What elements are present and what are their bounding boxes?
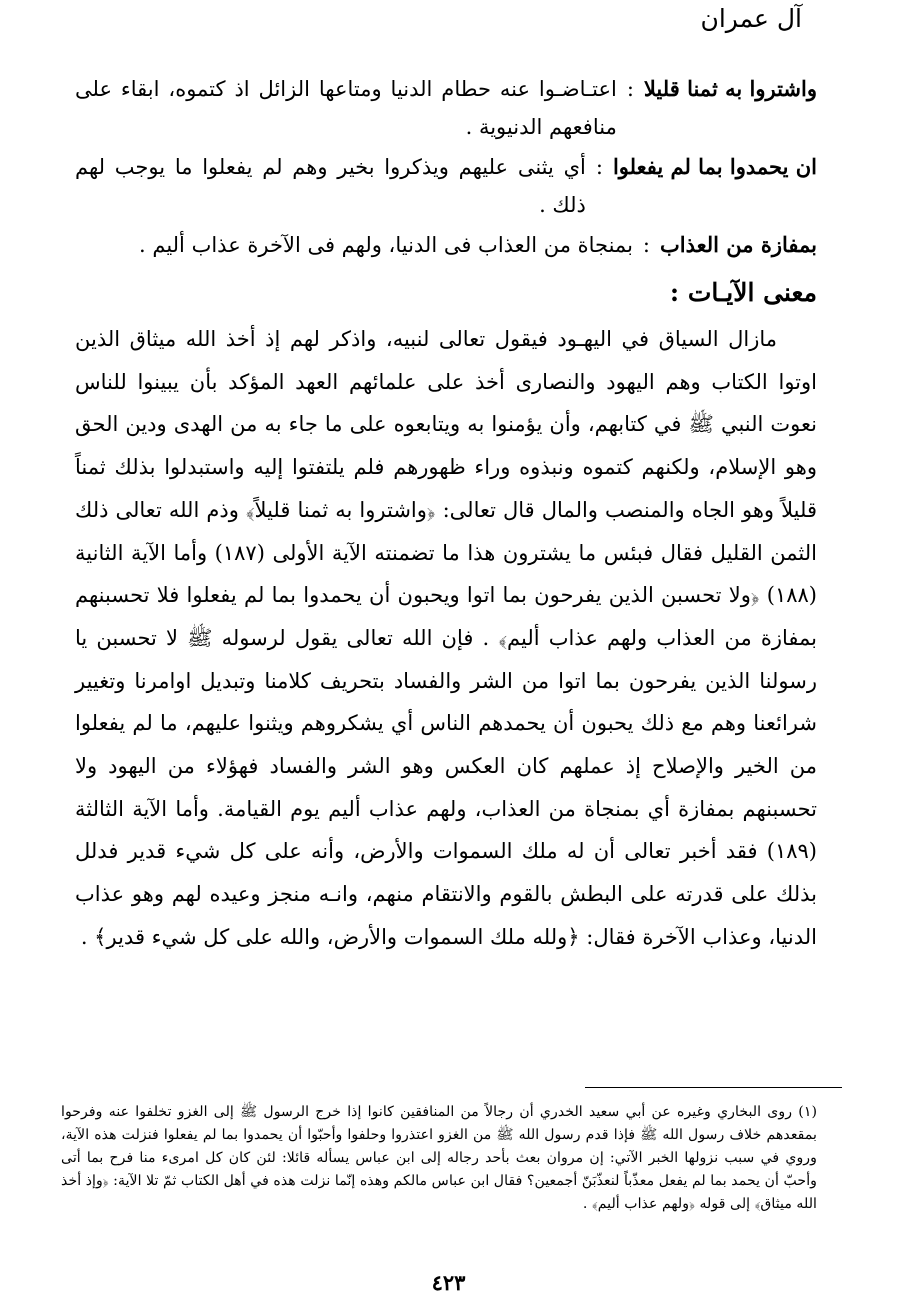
vocabulary-colon: : [626,77,634,101]
vocabulary-term: واشتروا به ثمنا قليلا [643,76,817,101]
running-head: آل عمران [700,4,802,33]
vocabulary-entry [75,70,817,146]
vocabulary-entry [75,148,817,224]
vocabulary-definition: بمنجاة من العذاب فى الدنيا، ولهم فى الآخرة عذاب أليم . [139,233,633,257]
vocabulary-colon: : [642,233,650,257]
vocabulary-term: بمفازة من العذاب [660,232,817,257]
vocabulary-definition: أي يثنى عليهم ويذكروا بخير وهم لم يفعلوا ما يوجب لهم ذلك . [75,155,586,217]
commentary-paragraph: مازال السياق في اليهـود فيقول تعالى لنبيه، واذكر لهم إذ أخذ الله ميثاق الذين اوتوا الكتاب وهم اليهود والنصارى أخذ على علمائهم العهد المؤكد بأن يبينوا للناس نعوت النبي ﷺ في كتابهم، وأن يؤمنوا به ويتابعوه على ما جاء به من الهدى ودين الحق وهو الإسلام، ولكنهم كتموه ونبذوه وراء ظهورهم فلم يلتفتوا إليه واستبدلوا بذلك ثمناً قليلاً وهو الجاه والمنصب والمال قال تعالى: ﴿واشتروا به ثمنا قليلاً﴾ وذم الله تعالى ذلك الثمن القليل فقال فبئس ما يشترون هذا ما تضمنته الآية الأولى (١٨٧) وأما الآية الثانية (١٨٨) ﴿ولا تحسبن الذين يفرحون بما اتوا ويحبون أن يحمدوا بما لم يفعلوا فلا تحسبنهم بمفازة من العذاب ولهم عذاب أليم﴾ . فإن الله تعالى يقول لرسوله ﷺ لا تحسبن يا رسولنا الذين يفرحون بما اتوا من الشر والفساد بتحريف كلامنا وتبديل اوامرنا وتغيير شرائعنا وهم مع ذلك يحبون أن يحمدهم الناس أي يشكروهم ويثنوا عليهم، ما لم يفعلوا من الخير والإصلاح إذ عملهم كان العكس وهو الشر والفساد فهؤلاء من اليهود ولا تحسبنهم بمفازة أي بمنجاة من العذاب، ولهم عذاب أليم يوم القيامة. وأما الآية الثالثة (١٨٩) فقد أخبر تعالى أن له ملك السموات والأرض، وأنه على كل شيء قدير فدلل بذلك على قدرته على البطش بالقوم والانتقام منهم، وانـه منجز وعيده لهم وهو عذاب الدنيا، وعذاب الآخرة فقال: ﴿ولله ملك السموات والأرض، والله على كل شيء قدير﴾ . [75,327,817,949]
page-number: ٤٢٣ [431,1270,466,1295]
vocabulary-entry [75,226,817,264]
footnote: (١) روى البخاري وغيره عن أبي سعيد الخدري أن رجالاً من المنافقين كانوا إذا خرج الرسول ﷺ إلى الغزو تخلفوا عنه وفرحوا بمقعدهم خلاف رسول الله ﷺ فإذا قدم رسول الله ﷺ من الغزو اعتذروا وحلفوا وأحبّوا أن يحمدوا بما لم يفعلوا فنزلت هذه الآية، وروي في سبب نزولها الخبر الآتي: إن مروان بعث بأحد رجاله إلى ابن عباس يسأله قائلا: لئن كان كل امرىء منا فرح بما أتى وأحبّ أن يحمد بما لم يفعل معذّباً لنعذّبَنّ أجمعين؟ فقال ابن عباس مالكم وهذه إنّما نزلت هذه في أهل الكتاب ثمّ تلا الآية: ﴿وإذ أخذ الله ميثاق﴾ إلى قوله ﴿ولهم عذاب أليم﴾ . [61,1104,817,1212]
vocabulary-list [75,70,817,266]
vocabulary-term: ان يحمدوا بما لم يفعلوا [612,154,817,179]
section-heading: معنى الآيـات : [669,278,817,307]
footnote-separator [585,1087,842,1088]
vocabulary-colon: : [595,155,603,179]
vocabulary-definition: اعتـاضـوا عنه حطام الدنيا ومتاعها الزائل اذ كتموه، ابقاء على منافعهم الدنيوية . [75,77,617,139]
commentary-body [75,318,817,959]
